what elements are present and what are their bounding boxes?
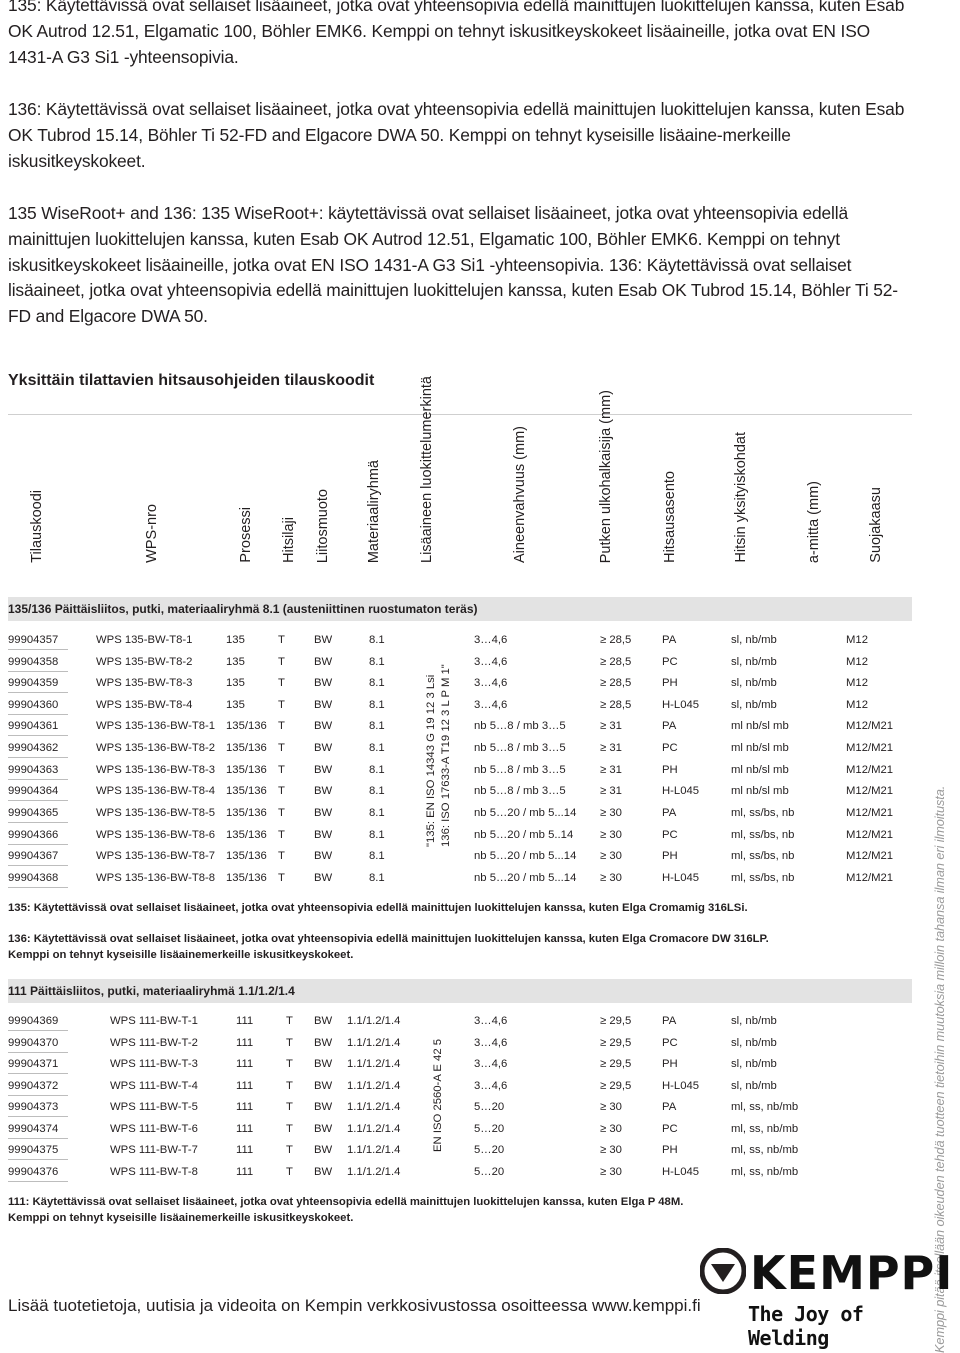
cell-materiaaliryhma: 1.1/1.2/1.4 [347,1015,401,1027]
cell-materiaaliryhma: 8.1 [369,785,385,798]
cell-putken-ulkohalkaisija: ≥ 29,5 [600,1058,632,1070]
cell-prosessi: 111 [236,1165,254,1178]
cell-putken-ulkohalkaisija: ≥ 30 [600,850,622,863]
cell-hitsausasento: PC [662,655,678,668]
cell-prosessi: 135 [226,655,245,668]
table-row [8,846,912,868]
filler-line: "135: EN ISO 14343 G 19 12 3 Lsi [425,674,437,847]
cell-hitsilaji: T [278,677,285,690]
cell-suojakaasu: M12/M21 [846,850,894,863]
table-row [8,825,912,847]
cell-putken-ulkohalkaisija: ≥ 29,5 [600,1015,632,1027]
cell-suojakaasu: M12/M21 [846,763,894,776]
col-head-liitosmuoto: Liitosmuoto [315,488,331,563]
logo-wordmark: KEMPPI [750,1246,954,1300]
cell-liitosmuoto: BW [314,1036,333,1049]
cell-wps-nro: WPS 111-BW-T-5 [110,1101,198,1113]
cell-liitosmuoto: BW [314,871,333,884]
cell-materiaaliryhma: 1.1/1.2/1.4 [347,1079,401,1092]
col-head-suojakaasu: Suojakaasu [868,487,884,563]
cell-putken-ulkohalkaisija: ≥ 31 [600,785,622,798]
note-135: 135: Käytettävissä ovat sellaiset lisäaineet, jotka ovat yhteensopivia edellä mainittujen luokittelujen kanssa, kuten Elga Cromamig 316LSi. [8,902,748,914]
cell-putken-ulkohalkaisija: ≥ 30 [600,1122,622,1135]
table-row [8,1033,912,1055]
note-kemppi-tests-111: Kemppi on tehnyt kyseisille lisäainemerkeille iskusitkeyskokeet. [8,1212,354,1224]
cell-liitosmuoto: BW [314,1122,333,1135]
cell-materiaaliryhma: 1.1/1.2/1.4 [347,1101,401,1113]
cell-wps-nro: WPS 135-136-BW-T8-7 [96,850,216,863]
col-head-hitsin-yksityiskohdat: Hitsin yksityiskohdat [733,432,749,563]
table-row [8,738,912,760]
cell-aineenvahvuus: nb 5…8 / mb 3…5 [474,742,566,755]
cell-suojakaasu: M12/M21 [846,720,894,733]
group-title: 111 Päittäisliitos, putki, materiaaliryhmä 1.1/1.2/1.4 [8,984,295,998]
cell-putken-ulkohalkaisija: ≥ 28,5 [600,634,632,646]
table-row [8,1162,912,1184]
cell-liitosmuoto: BW [314,828,333,841]
cell-prosessi: 135/136 [226,806,267,819]
cell-hitsilaji: T [278,742,285,755]
cell-hitsausasento: PA [662,1101,677,1113]
cell-hitsausasento: PC [662,742,678,755]
table-row [8,1097,912,1119]
cell-hitsin-yksityiskohdat: sl, nb/mb [731,655,777,668]
cell-hitsilaji: T [278,655,285,668]
cell-aineenvahvuus: 5…20 [474,1122,505,1135]
cell-putken-ulkohalkaisija: ≥ 31 [600,742,622,755]
group-title: 135/136 Päittäisliitos, putki, materiaaliryhmä 8.1 (austeniittinen ruostumaton teräs) [8,602,478,616]
cell-putken-ulkohalkaisija: ≥ 30 [600,871,622,884]
cell-hitsausasento: PH [662,1058,678,1070]
cell-aineenvahvuus: 3…4,6 [474,698,508,711]
table-row [8,1140,912,1162]
cell-hitsilaji: T [278,850,285,863]
cell-prosessi: 111 [236,1058,254,1070]
cell-hitsausasento: PC [662,828,678,841]
cell-suojakaasu: M12 [846,698,868,711]
cell-hitsin-yksityiskohdat: sl, nb/mb [731,1058,777,1070]
cell-hitsausasento: PC [662,1122,678,1135]
table-row [8,673,912,695]
cell-hitsilaji: T [286,1165,293,1178]
cell-hitsin-yksityiskohdat: ml, ss, nb/mb [731,1101,799,1113]
table-row [8,1119,912,1141]
cell-wps-nro: WPS 135-136-BW-T8-2 [96,742,216,755]
table-row [8,652,912,674]
cell-tilauskoodi: 99904358 [8,655,59,668]
cell-aineenvahvuus: 5…20 [474,1101,505,1113]
cell-hitsin-yksityiskohdat: ml, ss, nb/mb [731,1122,799,1135]
cell-putken-ulkohalkaisija: ≥ 30 [600,1165,622,1178]
cell-wps-nro: WPS 111-BW-T-8 [110,1165,198,1178]
cell-tilauskoodi: 99904374 [8,1122,59,1135]
cell-aineenvahvuus: 5…20 [474,1165,505,1178]
cell-hitsin-yksityiskohdat: ml, ss/bs, nb [731,850,795,863]
cell-hitsin-yksityiskohdat: sl, nb/mb [731,1036,777,1049]
cell-prosessi: 135/136 [226,828,267,841]
cell-prosessi: 135 [226,677,245,690]
cell-tilauskoodi: 99904372 [8,1079,59,1092]
cell-wps-nro: WPS 111-BW-T-1 [110,1015,198,1027]
cell-materiaaliryhma: 8.1 [369,871,385,884]
cell-tilauskoodi: 99904367 [8,850,59,863]
cell-tilauskoodi: 99904359 [8,677,59,690]
cell-tilauskoodi: 99904357 [8,634,59,646]
cell-hitsin-yksityiskohdat: ml, ss/bs, nb [731,806,795,819]
col-head-wps-nro: WPS-nro [144,504,160,563]
cell-materiaaliryhma: 8.1 [369,850,385,863]
cell-hitsausasento: PA [662,720,677,733]
col-head-hitsilaji: Hitsilaji [281,517,297,563]
cell-materiaaliryhma: 8.1 [369,677,385,690]
logo-tagline: The Joy of Welding [748,1302,864,1350]
cell-aineenvahvuus: nb 5…8 / mb 3…5 [474,785,566,798]
cell-liitosmuoto: BW [314,742,333,755]
cell-aineenvahvuus: nb 5…8 / mb 3…5 [474,720,566,733]
cell-tilauskoodi: 99904366 [8,828,59,841]
intro-paragraph-136: 136: Käytettävissä ovat sellaiset lisäaineet, jotka ovat yhteensopivia edellä mainittujen luokittelujen kanssa, kuten Esab OK Tubrod 15.14, Böhler Ti 52-FD and Elgacore DWA 50. Kemppi on tehnyt kyseisille lisäaine-merkeille iskusitkeyskokeet. [8,99,905,171]
cell-aineenvahvuus: 3…4,6 [474,1079,508,1092]
filler-classification-111: EN ISO 2560-A E 42 5 [432,1038,444,1152]
cell-liitosmuoto: BW [314,763,333,776]
cell-liitosmuoto: BW [314,806,333,819]
cell-hitsin-yksityiskohdat: sl, nb/mb [731,698,777,711]
cell-materiaaliryhma: 8.1 [369,806,385,819]
col-head-materiaaliryhma: Materiaaliryhmä [366,459,382,563]
cell-hitsilaji: T [278,871,285,884]
cell-suojakaasu: M12 [846,677,868,690]
cell-wps-nro: WPS 135-136-BW-T8-3 [96,763,216,776]
col-head-prosessi: Prosessi [238,507,254,563]
cell-hitsausasento: PH [662,677,678,690]
filler-classification-135-136 [424,664,454,847]
cell-putken-ulkohalkaisija: ≥ 30 [600,1144,622,1156]
cell-prosessi: 111 [236,1036,254,1049]
table-row [8,781,912,803]
disclaimer-side-note: Kemppi pitää itsellään oikeuden tehdä tuotteen tietoihin muutoksia milloin tahansa ilman eri ilmoitusta. [932,785,947,1353]
kemppi-mark-icon [700,1248,746,1294]
cell-prosessi: 135 [226,698,245,711]
cell-putken-ulkohalkaisija: ≥ 31 [600,763,622,776]
cell-liitosmuoto: BW [314,785,333,798]
cell-hitsin-yksityiskohdat: sl, nb/mb [731,1015,777,1027]
cell-putken-ulkohalkaisija: ≥ 28,5 [600,698,632,711]
cell-prosessi: 135/136 [226,763,267,776]
col-head-a-mitta: a-mitta (mm) [806,480,822,563]
cell-prosessi: 111 [236,1101,254,1113]
cell-hitsausasento: H-L045 [662,1165,700,1178]
cell-tilauskoodi: 99904369 [8,1015,59,1027]
cell-tilauskoodi: 99904364 [8,785,59,798]
cell-hitsilaji: T [278,698,285,711]
kemppi-logo [700,1246,954,1350]
cell-suojakaasu: M12/M21 [846,742,894,755]
cell-prosessi: 111 [236,1122,254,1135]
cell-materiaaliryhma: 8.1 [369,742,385,755]
cell-prosessi: 135/136 [226,871,267,884]
cell-materiaaliryhma: 8.1 [369,698,385,711]
cell-liitosmuoto: BW [314,1144,333,1156]
cell-putken-ulkohalkaisija: ≥ 28,5 [600,655,632,668]
cell-wps-nro: WPS 111-BW-T-6 [110,1122,198,1135]
table-row [8,1011,912,1033]
cell-materiaaliryhma: 8.1 [369,763,385,776]
cell-materiaaliryhma: 1.1/1.2/1.4 [347,1144,401,1156]
cell-liitosmuoto: BW [314,1058,333,1070]
cell-hitsilaji: T [278,720,285,733]
cell-prosessi: 111 [236,1015,254,1027]
cell-putken-ulkohalkaisija: ≥ 30 [600,1101,622,1113]
cell-aineenvahvuus: 3…4,6 [474,634,508,646]
cell-wps-nro: WPS 135-136-BW-T8-6 [96,828,216,841]
table-row [8,695,912,717]
cell-materiaaliryhma: 1.1/1.2/1.4 [347,1058,401,1070]
cell-prosessi: 135/136 [226,785,267,798]
cell-liitosmuoto: BW [314,655,333,668]
cell-aineenvahvuus: nb 5…20 / mb 5...14 [474,871,577,884]
cell-liitosmuoto: BW [314,634,333,646]
note-kemppi-tests: Kemppi on tehnyt kyseisille lisäainemerkeille iskusitkeyskokeet. [8,949,354,961]
cell-liitosmuoto: BW [314,677,333,690]
cell-hitsausasento: PA [662,806,677,819]
cell-aineenvahvuus: 5…20 [474,1144,505,1156]
cell-tilauskoodi: 99904373 [8,1101,59,1113]
cell-hitsilaji: T [286,1079,293,1092]
cell-prosessi: 135/136 [226,720,267,733]
group-header-135-136 [8,597,912,621]
col-head-aineenvahvuus: Aineenvahvuus (mm) [512,426,528,563]
cell-hitsin-yksityiskohdat: ml, ss, nb/mb [731,1165,799,1178]
cell-hitsin-yksityiskohdat: ml nb/sl mb [731,720,789,733]
cell-aineenvahvuus: 3…4,6 [474,677,508,690]
table-row [8,760,912,782]
cell-hitsausasento: PA [662,1015,677,1027]
cell-suojakaasu: M12 [846,655,868,668]
cell-hitsin-yksityiskohdat: ml nb/sl mb [731,742,789,755]
cell-hitsin-yksityiskohdat: sl, nb/mb [731,634,777,646]
cell-materiaaliryhma: 8.1 [369,828,385,841]
cell-hitsin-yksityiskohdat: sl, nb/mb [731,677,777,690]
cell-hitsin-yksityiskohdat: ml, ss, nb/mb [731,1144,799,1156]
cell-hitsausasento: H-L045 [662,785,700,798]
cell-aineenvahvuus: nb 5…20 / mb 5..14 [474,828,574,841]
cell-hitsilaji: T [278,634,285,646]
cell-putken-ulkohalkaisija: ≥ 29,5 [600,1036,632,1049]
cell-hitsin-yksityiskohdat: ml nb/sl mb [731,763,789,776]
cell-tilauskoodi: 99904361 [8,720,59,733]
cell-aineenvahvuus: 3…4,6 [474,1015,508,1027]
cell-prosessi: 135/136 [226,850,267,863]
cell-suojakaasu: M12 [846,634,868,646]
cell-wps-nro: WPS 135-BW-T8-3 [96,677,193,690]
note-136: 136: Käytettävissä ovat sellaiset lisäaineet, jotka ovat yhteensopivia edellä mainittujen luokittelujen kanssa, kuten Elga Cromacore DW 316LP. [8,933,769,945]
cell-hitsilaji: T [286,1015,293,1027]
cell-hitsin-yksityiskohdat: sl, nb/mb [731,1079,777,1092]
cell-wps-nro: WPS 111-BW-T-4 [110,1079,198,1092]
cell-prosessi: 111 [236,1079,254,1092]
cell-tilauskoodi: 99904370 [8,1036,59,1049]
cell-prosessi: 111 [236,1144,254,1156]
cell-hitsilaji: T [286,1036,293,1049]
cell-aineenvahvuus: 3…4,6 [474,655,508,668]
cell-hitsilaji: T [278,763,285,776]
cell-tilauskoodi: 99904371 [8,1058,59,1070]
cell-liitosmuoto: BW [314,1165,333,1178]
cell-wps-nro: WPS 111-BW-T-3 [110,1058,198,1070]
cell-wps-nro: WPS 135-BW-T8-4 [96,698,193,711]
cell-tilauskoodi: 99904363 [8,763,59,776]
cell-hitsilaji: T [286,1144,293,1156]
cell-hitsausasento: H-L045 [662,698,700,711]
cell-materiaaliryhma: 8.1 [369,634,385,646]
cell-hitsausasento: PC [662,1036,678,1049]
cell-hitsausasento: PA [662,634,677,646]
cell-hitsin-yksityiskohdat: ml, ss/bs, nb [731,828,795,841]
intro-paragraph-wiseroot: 135 WiseRoot+ and 136: 135 WiseRoot+: käytettävissä ovat sellaiset lisäaineet, jotka ovat yhteensopivia edellä mainittujen luokittelujen kanssa, kuten Esab OK Autrod 12.51, Elgamatic 100, Böhler EMK6. Kemppi on tehnyt iskusitkeyskokeet lisäaineille, jotka ovat EN ISO 1431-A G3 Si1 -yhteensopivia. 136: Käytettävissä ovat sellaiset lisäaineet, jotka ovat yhteensopivia edellä mainittujen luokittelujen kanssa, kuten Esab OK Tubrod 15.14, Böhler Ti 52-FD and Elgacore DWA 50. [8,203,898,327]
cell-aineenvahvuus: 3…4,6 [474,1058,508,1070]
table-row [8,868,912,890]
table-row [8,1076,912,1098]
cell-aineenvahvuus: nb 5…20 / mb 5...14 [474,850,577,863]
cell-tilauskoodi: 99904365 [8,806,59,819]
cell-liitosmuoto: BW [314,720,333,733]
table-row [8,1054,912,1076]
cell-aineenvahvuus: nb 5…8 / mb 3…5 [474,763,566,776]
table-row [8,716,912,738]
filler-line: 136: ISO 17633-A T19 12 3 L P M 1" [440,664,452,847]
cell-wps-nro: WPS 135-136-BW-T8-8 [96,871,216,884]
cell-hitsin-yksityiskohdat: ml, ss/bs, nb [731,871,795,884]
cell-wps-nro: WPS 135-136-BW-T8-4 [96,785,216,798]
cell-prosessi: 135 [226,634,245,646]
col-head-putken-ulkohalkaisija: Putken ulkohalkaisija (mm) [598,389,614,563]
cell-hitsausasento: PH [662,1144,678,1156]
cell-wps-nro: WPS 135-BW-T8-2 [96,655,193,668]
cell-liitosmuoto: BW [314,698,333,711]
table-row [8,630,912,652]
cell-putken-ulkohalkaisija: ≥ 29,5 [600,1079,632,1092]
cell-putken-ulkohalkaisija: ≥ 30 [600,806,622,819]
intro-paragraph-135: 135: Käytettävissä ovat sellaiset lisäaineet, jotka ovat yhteensopivia edellä mainittujen luokittelujen kanssa, kuten Esab OK Autrod 12.51, Elgamatic 100, Böhler EMK6. Kemppi on tehnyt iskusitkeyskokeet lisäaineille, jotka ovat EN ISO 1431-A G3 Si1 -yhteensopivia. [8,0,905,67]
cell-liitosmuoto: BW [314,850,333,863]
cell-suojakaasu: M12/M21 [846,828,894,841]
cell-putken-ulkohalkaisija: ≥ 28,5 [600,677,632,690]
cell-materiaaliryhma: 8.1 [369,720,385,733]
col-head-hitsausasento: Hitsausasento [662,471,678,563]
table-row [8,803,912,825]
cell-tilauskoodi: 99904376 [8,1165,59,1178]
cell-hitsausasento: H-L045 [662,871,700,884]
cell-liitosmuoto: BW [314,1079,333,1092]
cell-putken-ulkohalkaisija: ≥ 31 [600,720,622,733]
cell-materiaaliryhma: 8.1 [369,655,385,668]
cell-hitsausasento: H-L045 [662,1079,700,1092]
group-header-111 [8,979,912,1003]
cell-hitsilaji: T [286,1058,293,1070]
cell-tilauskoodi: 99904360 [8,698,59,711]
cell-hitsin-yksityiskohdat: ml nb/sl mb [731,785,789,798]
cell-wps-nro: WPS 135-BW-T8-1 [96,634,193,646]
header-top-divider [8,414,912,415]
cell-hitsausasento: PH [662,850,678,863]
section-title: Yksittäin tilattavien hitsausohjeiden tilauskoodit [8,372,375,389]
cell-wps-nro: WPS 111-BW-T-7 [110,1144,198,1156]
cell-hitsilaji: T [286,1122,293,1135]
cell-tilauskoodi: 99904362 [8,742,59,755]
cell-materiaaliryhma: 1.1/1.2/1.4 [347,1036,401,1049]
col-head-tilauskoodi: Tilauskoodi [29,490,45,563]
cell-hitsilaji: T [278,785,285,798]
cell-hitsausasento: PH [662,763,678,776]
cell-aineenvahvuus: 3…4,6 [474,1036,508,1049]
cell-prosessi: 135/136 [226,742,267,755]
cell-suojakaasu: M12/M21 [846,871,894,884]
cell-materiaaliryhma: 1.1/1.2/1.4 [347,1165,401,1178]
cell-suojakaasu: M12/M21 [846,785,894,798]
cell-wps-nro: WPS 111-BW-T-2 [110,1036,198,1049]
cell-materiaaliryhma: 1.1/1.2/1.4 [347,1122,401,1135]
cell-aineenvahvuus: nb 5…20 / mb 5...14 [474,806,577,819]
cell-wps-nro: WPS 135-136-BW-T8-5 [96,806,216,819]
cell-hitsilaji: T [278,806,285,819]
cell-tilauskoodi: 99904375 [8,1144,59,1156]
cell-liitosmuoto: BW [314,1015,333,1027]
cell-suojakaasu: M12/M21 [846,806,894,819]
cell-putken-ulkohalkaisija: ≥ 30 [600,828,622,841]
cell-hitsilaji: T [286,1101,293,1113]
cell-tilauskoodi: 99904368 [8,871,59,884]
footer-link-text: Lisää tuotetietoja, uutisia ja videoita on Kempin verkkosivustossa osoitteessa www.kemppi.fi [8,1296,701,1315]
cell-wps-nro: WPS 135-136-BW-T8-1 [96,720,216,733]
cell-liitosmuoto: BW [314,1101,333,1113]
note-111: 111: Käytettävissä ovat sellaiset lisäaineet, jotka ovat yhteensopivia edellä mainittujen luokittelujen kanssa, kuten Elga P 48M. [8,1196,684,1208]
cell-hitsilaji: T [278,828,285,841]
col-head-lisaaine: Lisäaineen luokittelumerkintä [419,376,435,563]
